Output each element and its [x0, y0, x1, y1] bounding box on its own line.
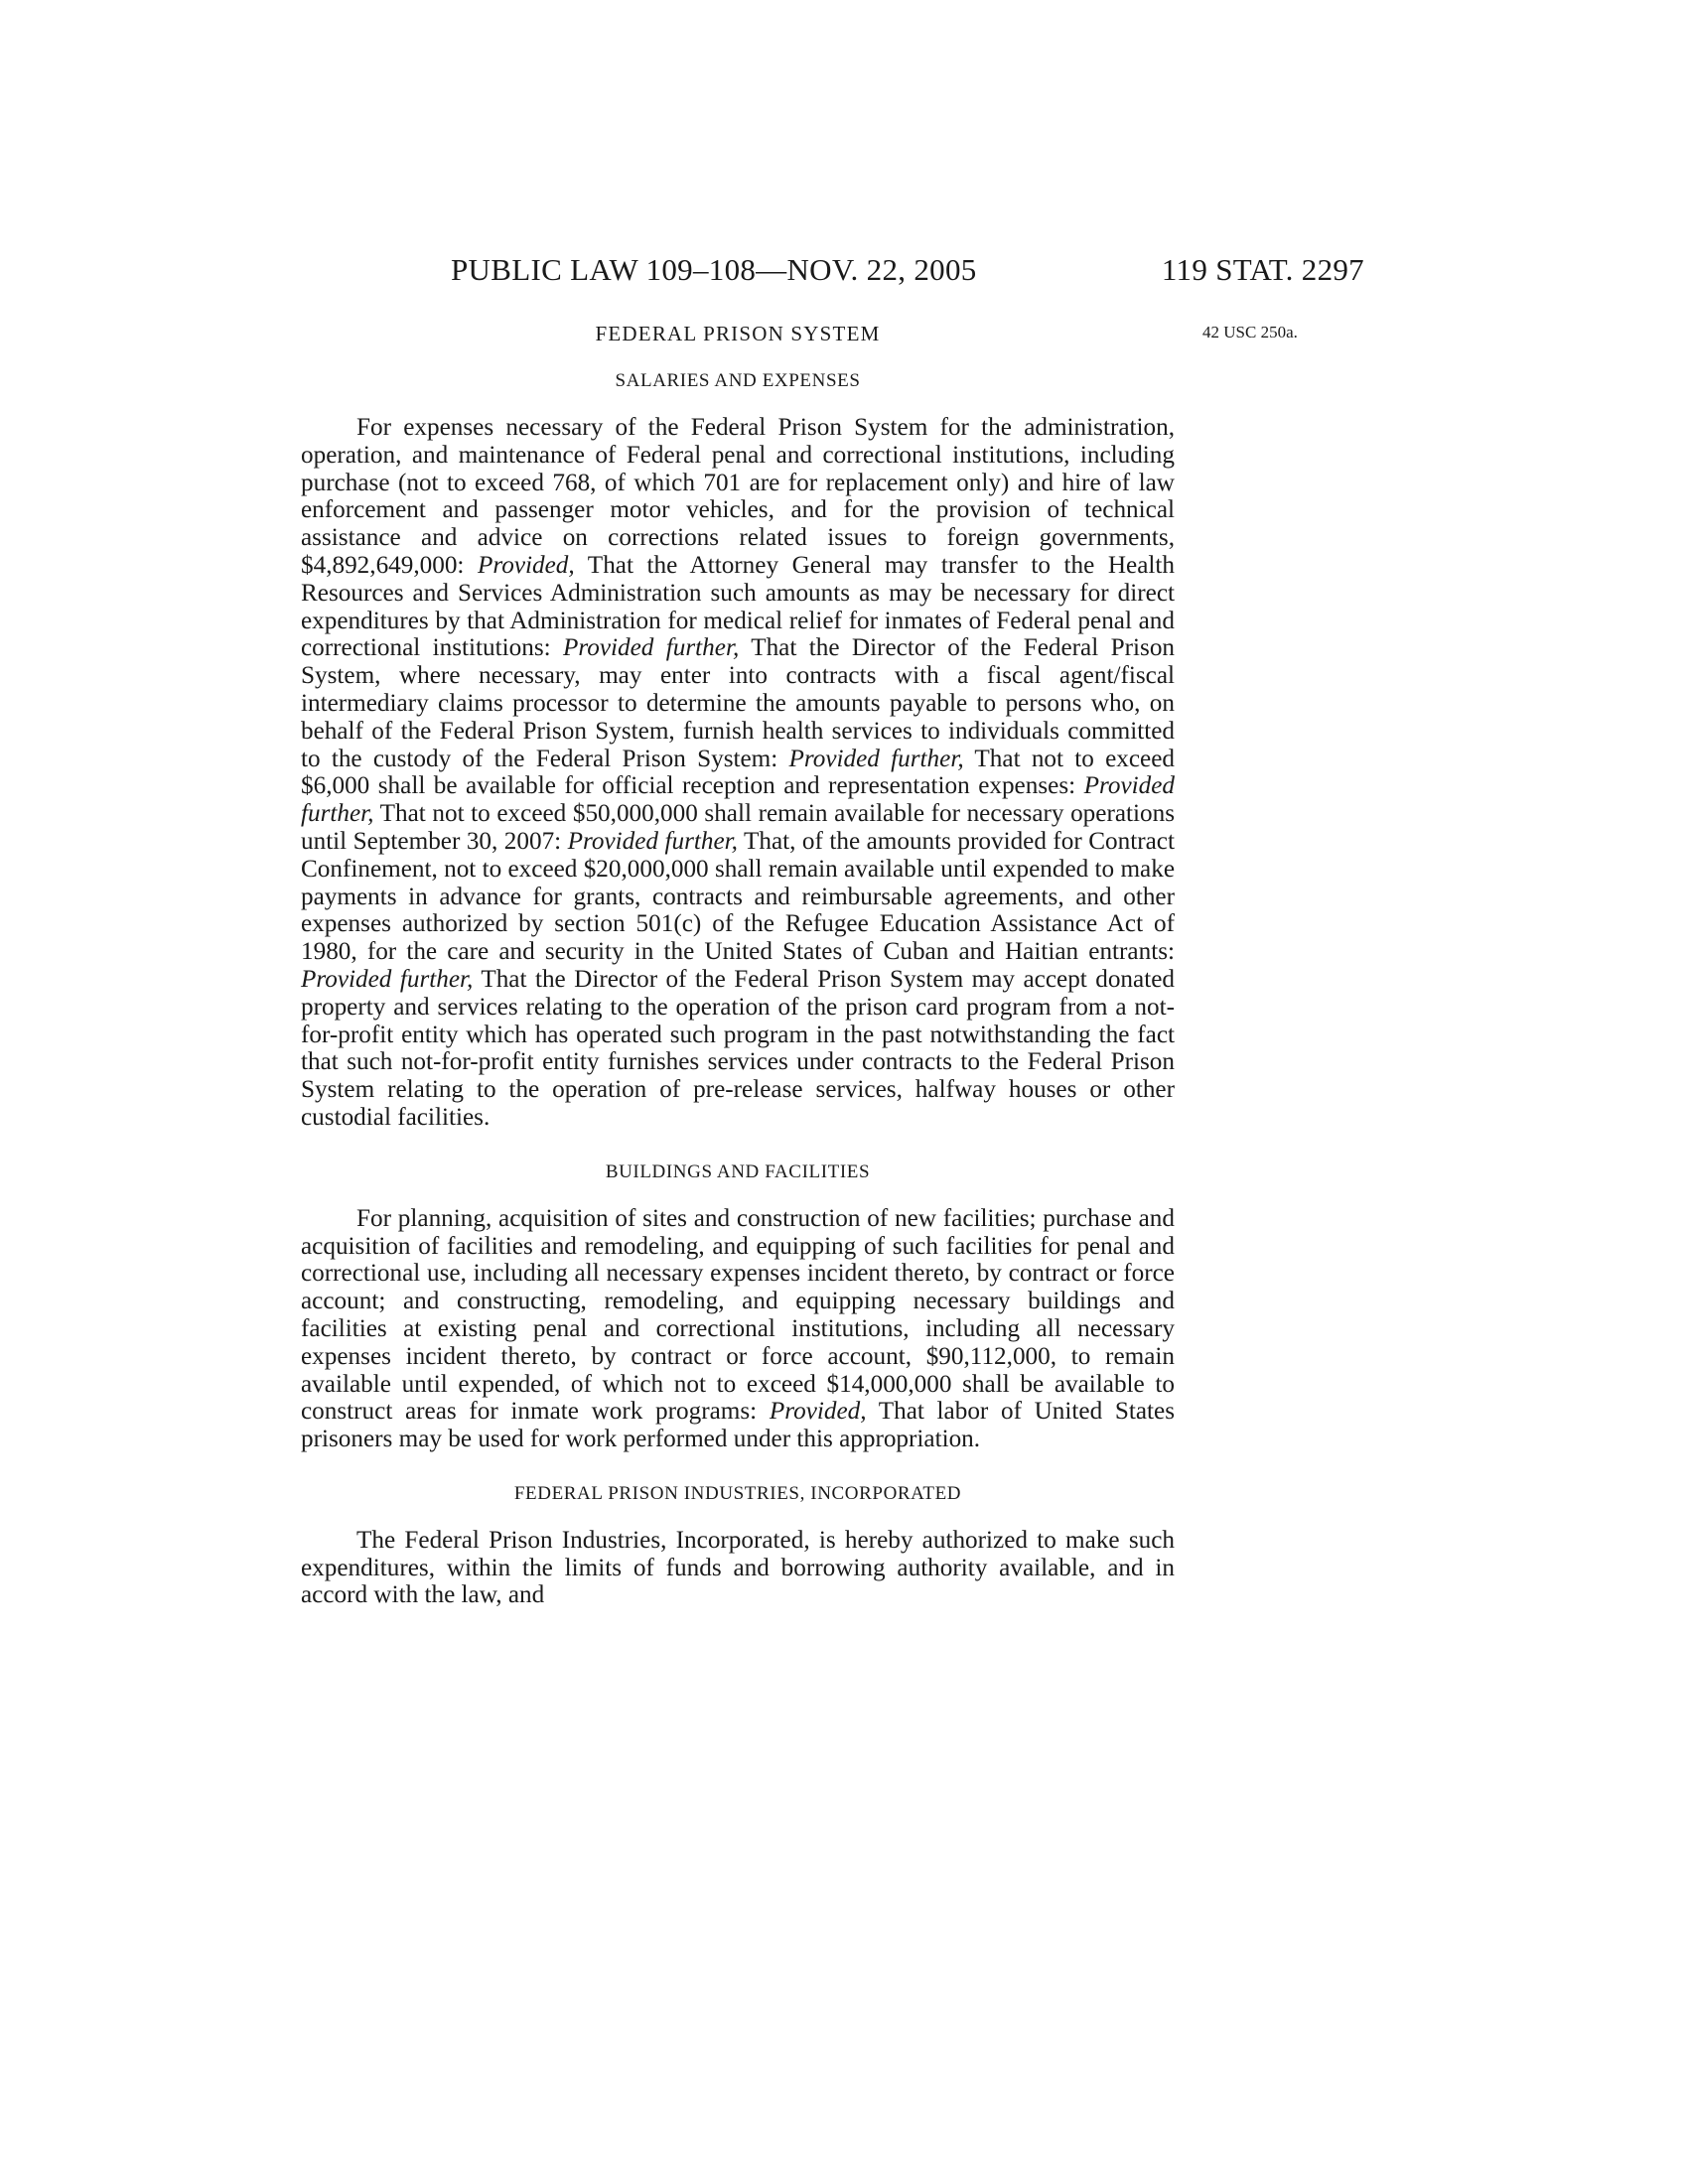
- text-run: The Federal Prison Industries, Incorporated, is hereby authorized to make such expenditures, within the limits of funds and borrowing authority available, and in accord with the law, and: [301, 1526, 1175, 1609]
- proviso-phrase: Provided further,: [788, 745, 964, 772]
- public-law-citation: PUBLIC LAW 109–108—NOV. 22, 2005: [451, 252, 977, 287]
- section-paragraph-prison-industries: [301, 1527, 1175, 1609]
- text-run: That not to exceed $50,000,000 shall remain available for necessary operations until September 30, 2007:: [301, 800, 1175, 855]
- section-heading-buildings: BUILDINGS AND FACILITIES: [605, 1160, 871, 1182]
- section-heading-prison-industries: FEDERAL PRISON INDUSTRIES, INCORPORATED: [513, 1482, 962, 1504]
- section-heading-salaries: SALARIES AND EXPENSES: [615, 370, 861, 391]
- agency-heading: FEDERAL PRISON SYSTEM: [595, 322, 881, 345]
- proviso-phrase: Provided,: [769, 1398, 867, 1426]
- text-run: That not to exceed $6,000 shall be available for official reception and representation expenses:: [301, 745, 1175, 800]
- running-head: [451, 252, 1364, 292]
- text-column: [301, 314, 1175, 1639]
- text-run: That the Director of the Federal Prison System, where necessary, may enter into contracts with a fiscal agent/fiscal intermediary claims processor to determine the amounts payable to persons who, on behalf of the Federal Prison System, furnish health services to individuals committed to the custody of the Federal Prison System:: [301, 634, 1176, 772]
- statute-page-number: 119 STAT. 2297: [1161, 252, 1364, 287]
- text-run: That the Attorney General may transfer to the Health Resources and Services Administration such amounts as may be necessary for direct expenditures by that Administration for medical relief for inmates of Federal penal and correctional institutions:: [301, 551, 1175, 662]
- text-run: That, of the amounts provided for Contract Confinement, not to exceed $20,000,000 shall remain available until expended to make payments in advance for grants, contracts and reimbursable agreements, and other expenses authorized by section 501(c) of the Refugee Education Assistance Act of 1980, for the care and security in the United States of Cuban and Haitian entrants:: [301, 827, 1175, 966]
- proviso-phrase: Provided further,: [563, 634, 740, 662]
- text-run: That the Director of the Federal Prison System may accept donated property and services relating to the operation of the prison card program from a not-for-profit entity which has operated such program in the past notwithstanding the fact that such not-for-profit entity furnishes services under contracts to the Federal Prison System relating to the operation of pre-release services, halfway houses or other custodial facilities.: [301, 965, 1175, 1131]
- proviso-phrase: Provided further,: [301, 772, 1175, 828]
- text-run: That labor of United States prisoners may be used for work performed under this appropriation.: [301, 1398, 1176, 1453]
- proviso-phrase: Provided,: [478, 551, 575, 579]
- proviso-phrase: Provided further,: [567, 827, 738, 855]
- proviso-phrase: Provided further,: [301, 965, 474, 993]
- section-paragraph-buildings: [301, 1205, 1175, 1453]
- text-run: For expenses necessary of the Federal Prison System for the administration, operation, and maintenance of Federal penal and correctional institutions, including purchase (not to exceed 768, of which 701 are for replacement only) and hire of law enforcement and passenger motor vehicles, and for the provision of technical assistance and advice on corrections related issues to foreign governments, $4,892,649,000:: [301, 414, 1175, 579]
- section-paragraph-salaries: [301, 414, 1175, 1132]
- margin-citation-note: 42 USC 250a.: [1202, 323, 1298, 341]
- text-run: For planning, acquisition of sites and construction of new facilities; purchase and acquisition of facilities and remodeling, and equipping of such facilities for penal and correctional use, including all necessary expenses incident thereto, by contract or force account; and constructing, remodeling, and equipping necessary buildings and facilities at existing penal and correctional institutions, including all necessary expenses incident thereto, by contract or force account, $90,112,000, to remain available until expended, of which not to exceed $14,000,000 shall be available to construct areas for inmate work programs:: [301, 1204, 1175, 1426]
